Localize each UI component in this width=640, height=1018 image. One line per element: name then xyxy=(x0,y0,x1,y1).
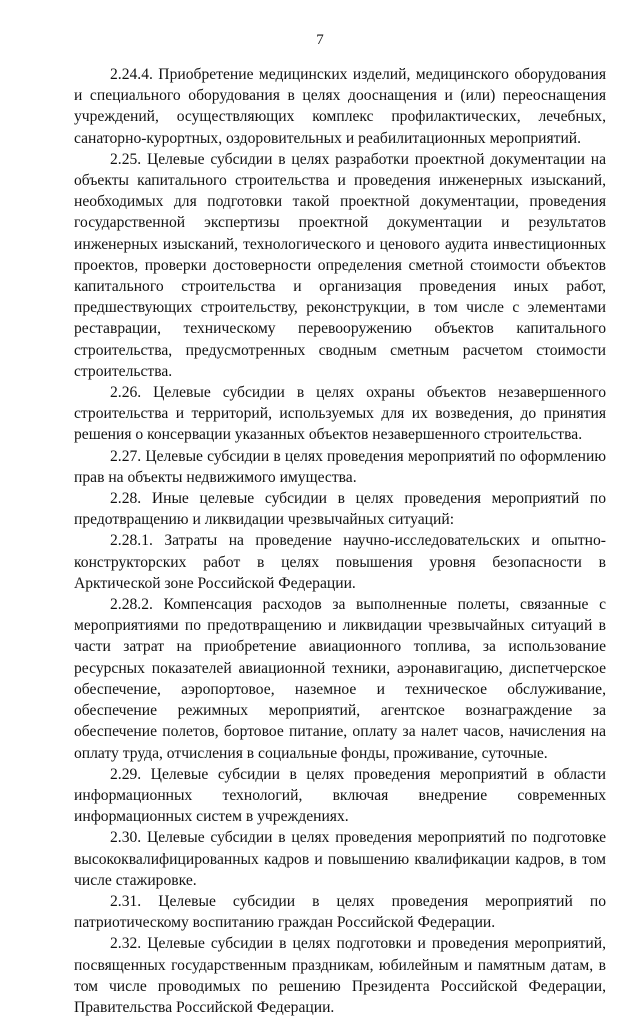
paragraph-2-28-1: 2.28.1. Затраты на проведение научно-исследовательских и опытно-конструкторских работ в целях повышения уровня безопасности в Арктической зоне Российской Федерации. xyxy=(74,532,606,592)
paragraph-2-27: 2.27. Целевые субсидии в целях проведения мероприятий по оформлению прав на объекты недвижимого имущества. xyxy=(74,447,606,486)
paragraph-2-31: 2.31. Целевые субсидии в целях проведения мероприятий по патриотическому воспитанию граждан Российской Федерации. xyxy=(74,892,606,932)
paragraph-2-26: 2.26. Целевые субсидии в целях охраны объектов незавершенного строительства и территорий, используемых для их возведения, до принятия решения о консервации указанных объектов незавершенного строительства. xyxy=(74,384,606,444)
paragraph-2-28: 2.28. Иные целевые субсидии в целях проведения мероприятий по предотвращению и ликвидации чрезвычайных ситуаций: xyxy=(74,490,606,529)
paragraph-2-30: 2.30. Целевые субсидии в целях проведения мероприятий по подготовке высококвалифицированных кадров и повышению квалификации кадров, в том числе стажировке. xyxy=(74,829,606,889)
paragraph-2-28-2: 2.28.2. Компенсация расходов за выполненные полеты, связанные с мероприятиями по предотвращению и ликвидации чрезвычайных ситуаций в части затрат на приобретение авиационного топлива, за использование ресурсных показателей авиационной техники, аэронавигацию, диспетчерское обеспечение, аэропортовое, наземное и техническое обслуживание, обеспечение режимных мероприятий, агентское вознаграждение за обеспечение полетов, бортовое питание, оплату за налет часов, начисления на оплату труда, отчисления в социальные фонды, проживание, суточные. xyxy=(74,596,606,762)
paragraph-2-24-4: 2.24.4. Приобретение медицинских изделий, медицинского оборудования и специального оборудования в целях дооснащения и (или) переоснащения учреждений, осуществляющих комплекс профилактических, лечебных, санаторно-курортных, оздоровительных и реабилитационных мероприятий. xyxy=(74,66,606,147)
paragraph-2-32: 2.32. Целевые субсидии в целях подготовки и проведения мероприятий, посвященных государственным праздникам, юбилейным и памятным датам, в том числе проводимых по решению Президента Российской Федерации, Правительства Российской Федерации. xyxy=(74,935,606,1016)
page-number: 7 xyxy=(316,32,324,48)
document-body xyxy=(74,64,606,1018)
paragraph-2-29: 2.29. Целевые субсидии в целях проведения мероприятий в области информационных технологий, включая внедрение современных информационных систем в учреждениях. xyxy=(74,765,606,826)
paragraph-2-25: 2.25. Целевые субсидии в целях разработки проектной документации на объекты капитального строительства и проведения инженерных изысканий, необходимых для подготовки такой проектной документации, проведения государственной экспертизы проектной документации и результатов инженерных изысканий, технологического и ценового аудита инвестиционных проектов, проверки достоверности определения сметной стоимости объектов капитального строительства и организация проведения иных работ, предшествующих строительству, реконструкции, в том числе с элементами реставрации, техническому перевооружению объектов капитального строительства, предусмотренных сводным сметным расчетом стоимости строительства. xyxy=(74,150,606,380)
